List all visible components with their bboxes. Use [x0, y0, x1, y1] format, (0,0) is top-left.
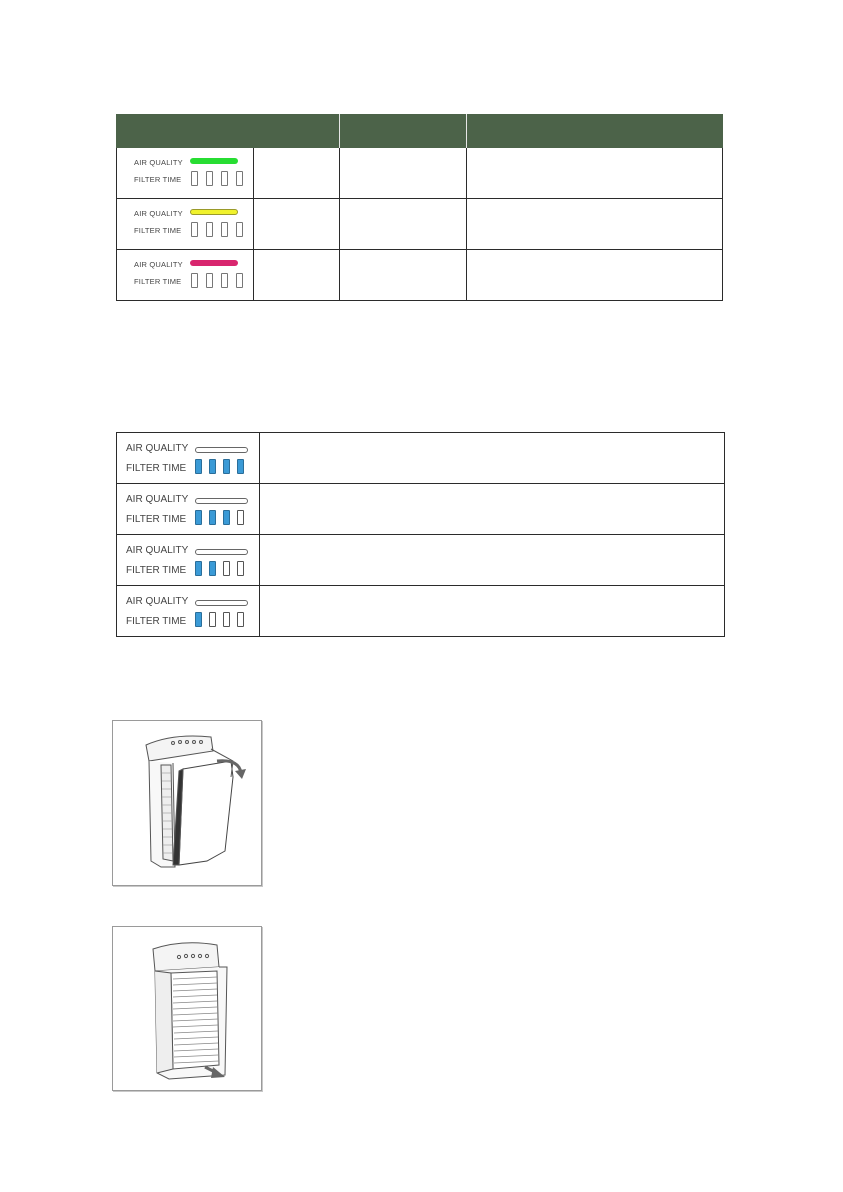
empty-cell	[340, 199, 467, 250]
indicator-cell	[117, 586, 260, 637]
filter-time-label: FILTER TIME	[134, 277, 182, 286]
air-quality-bar-magenta	[190, 260, 238, 266]
air-quality-table-header	[117, 114, 723, 148]
indicator-cell	[117, 148, 254, 199]
indicator-cell	[117, 199, 254, 250]
filter-time-segments	[191, 171, 243, 186]
filter-time-label: FILTER TIME	[126, 616, 187, 627]
empty-cell	[260, 433, 725, 484]
filter-time-label: FILTER TIME	[134, 226, 182, 235]
header-cell-2	[340, 114, 467, 148]
air-purifier-filter-pull-out-icon	[113, 927, 261, 1090]
filter-time-segments	[195, 459, 244, 474]
filter-time-indicator-3	[117, 484, 260, 534]
air-purifier-front-cover-open-icon	[113, 721, 261, 885]
header-cell-indicator	[117, 114, 340, 148]
table-row	[117, 148, 723, 199]
header-cell-3	[467, 114, 723, 148]
air-quality-indicator-green	[117, 148, 254, 198]
air-quality-table	[116, 114, 723, 301]
filter-time-indicator-2	[117, 535, 260, 585]
filter-time-segments	[195, 561, 244, 576]
table-row	[117, 484, 725, 535]
empty-cell	[260, 484, 725, 535]
air-quality-label: AIR QUALITY	[126, 596, 189, 607]
air-quality-indicator-magenta	[117, 250, 254, 300]
table-row	[117, 433, 725, 484]
filter-time-label: FILTER TIME	[126, 565, 187, 576]
air-quality-label: AIR QUALITY	[134, 209, 183, 218]
filter-time-label: FILTER TIME	[126, 463, 187, 474]
air-quality-bar-off	[195, 447, 248, 453]
empty-cell	[260, 586, 725, 637]
front-cover-open-illustration	[112, 720, 262, 886]
air-quality-label: AIR QUALITY	[126, 443, 189, 454]
air-quality-label: AIR QUALITY	[126, 494, 189, 505]
empty-cell	[340, 148, 467, 199]
table-row	[117, 535, 725, 586]
air-quality-bar-off	[195, 498, 248, 504]
table-row	[117, 250, 723, 301]
filter-time-segments	[195, 612, 244, 627]
air-quality-indicator-yellow	[117, 199, 254, 249]
empty-cell	[254, 148, 340, 199]
filter-time-indicator-4	[117, 433, 260, 483]
table-row	[117, 586, 725, 637]
filter-time-segments	[191, 273, 243, 288]
air-quality-label: AIR QUALITY	[126, 545, 189, 556]
empty-cell	[467, 199, 723, 250]
filter-time-segments	[191, 222, 243, 237]
air-quality-label: AIR QUALITY	[134, 158, 183, 167]
air-quality-bar-yellow	[190, 209, 238, 215]
indicator-cell	[117, 250, 254, 301]
filter-time-table	[116, 432, 725, 637]
filter-pull-out-illustration	[112, 926, 262, 1091]
indicator-cell	[117, 484, 260, 535]
empty-cell	[467, 250, 723, 301]
table-row	[117, 199, 723, 250]
empty-cell	[254, 250, 340, 301]
air-quality-bar-off	[195, 600, 248, 606]
air-quality-bar-off	[195, 549, 248, 555]
filter-time-label: FILTER TIME	[126, 514, 187, 525]
empty-cell	[340, 250, 467, 301]
empty-cell	[254, 199, 340, 250]
air-quality-bar-green	[190, 158, 238, 164]
indicator-cell	[117, 535, 260, 586]
indicator-cell	[117, 433, 260, 484]
filter-time-label: FILTER TIME	[134, 175, 182, 184]
empty-cell	[260, 535, 725, 586]
filter-time-indicator-1	[117, 586, 260, 636]
filter-time-segments	[195, 510, 244, 525]
empty-cell	[467, 148, 723, 199]
air-quality-label: AIR QUALITY	[134, 260, 183, 269]
